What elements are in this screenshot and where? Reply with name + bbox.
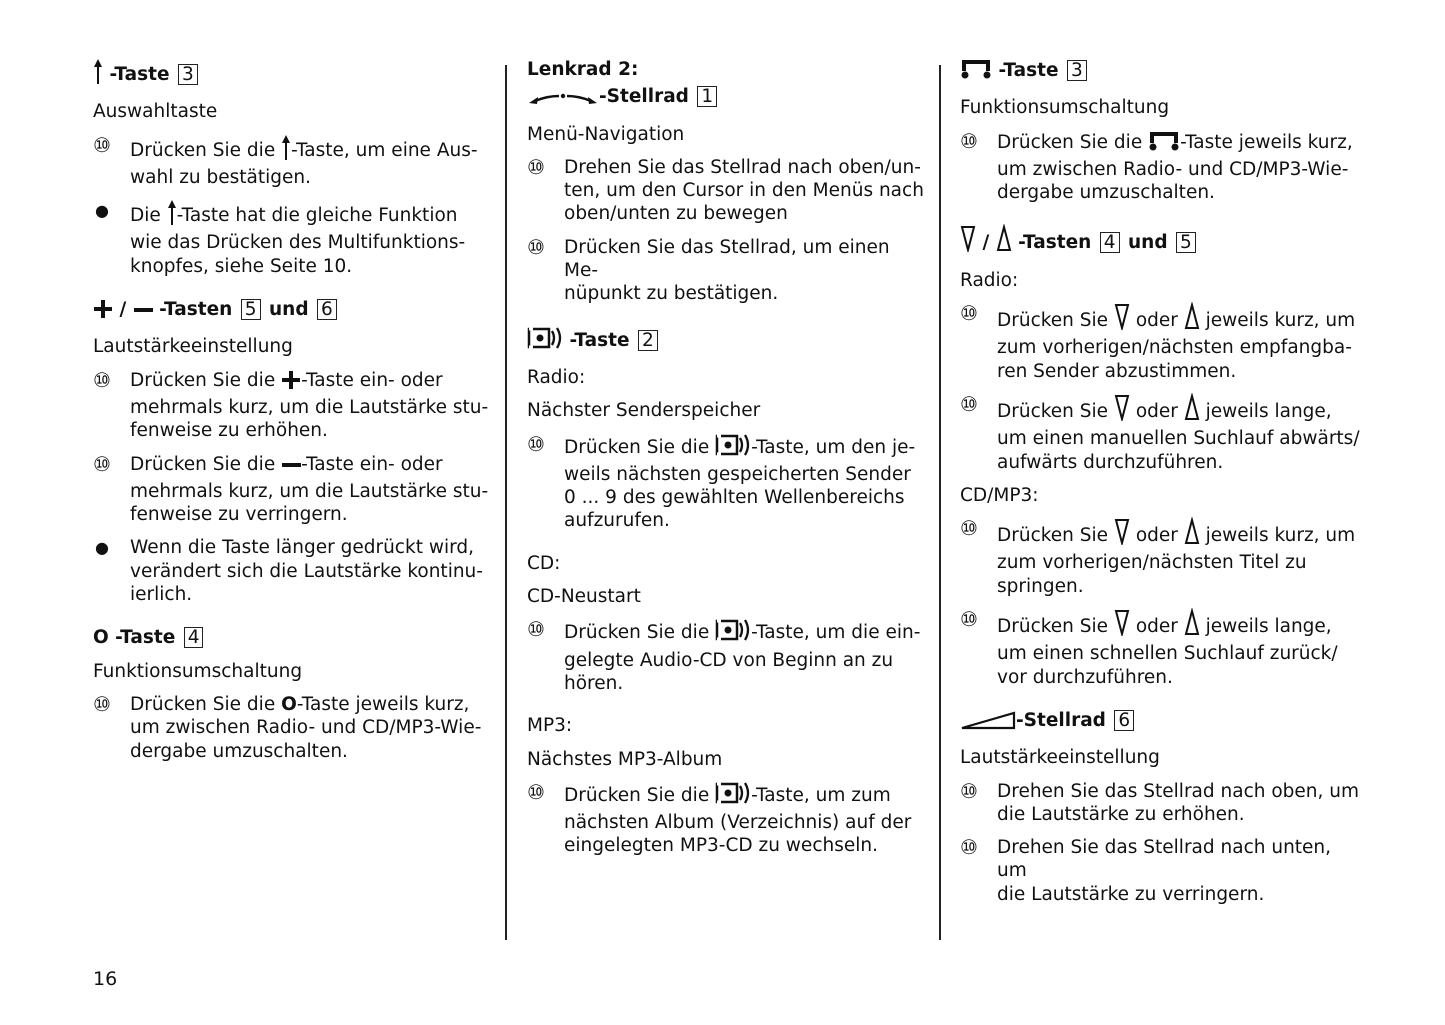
down-triangle-icon — [960, 224, 976, 258]
text: / — [976, 232, 996, 254]
key-number-box: 3 — [178, 64, 198, 85]
source-speaker-icon — [715, 433, 751, 463]
instruction-step — [527, 156, 927, 226]
text: oder — [1129, 616, 1184, 638]
thumbwheel-icon — [527, 89, 599, 112]
section-label — [93, 660, 493, 683]
step-marker-icon: ⑩ — [93, 691, 111, 716]
text: Menü-Navigation — [527, 123, 685, 145]
key-number-box: 4 — [184, 627, 204, 648]
text: jeweils lange, um einen manuellen Suchlauf abwärts/ aufwärts durchzuführen. — [997, 400, 1360, 473]
text: Drücken Sie — [997, 616, 1114, 638]
key-number-box: 6 — [317, 299, 337, 320]
text: CD/MP3: — [960, 484, 1039, 506]
text: Drücken Sie die — [564, 436, 716, 458]
section-label — [527, 366, 927, 389]
text: Lenkrad 2: — [527, 59, 639, 80]
step-marker-icon: ⑩ — [960, 516, 978, 541]
key-number-box: 4 — [1100, 232, 1120, 253]
step-marker-icon: ⑩ — [960, 778, 978, 803]
text: Drücken Sie die — [997, 131, 1149, 153]
source-speaker-icon — [527, 326, 563, 356]
text: Drücken Sie die — [130, 453, 282, 475]
text: -Taste, um eine Aus- wahl zu bestätigen. — [130, 139, 478, 188]
text: -Taste jeweils kurz, um zwischen Radio- und CD/MP3-Wie- dergabe umzuschalten. — [997, 131, 1353, 204]
source-speaker-icon — [715, 781, 751, 811]
column-left — [93, 58, 493, 763]
column-right — [960, 58, 1360, 906]
text: O -Taste — [93, 627, 182, 649]
note-bullet — [93, 536, 493, 606]
text: -Taste hat die gleiche Funktion wie das Drücken des Multifunktions- knopfes, siehe Seite 10. — [130, 205, 466, 277]
section-label — [527, 552, 927, 575]
section-heading — [527, 85, 927, 112]
text: Drehen Sie das Stellrad nach oben, um die Lautstärke zu erhöhen. — [997, 780, 1360, 825]
text: / — [113, 299, 133, 321]
minus-icon — [281, 457, 301, 480]
text: CD: — [527, 552, 561, 574]
instruction-step — [960, 130, 1360, 205]
text: jeweils kurz, um zum vorherigen/nächsten Titel zu springen. — [997, 525, 1356, 597]
section-heading — [960, 709, 1360, 736]
key-number-box: 2 — [638, 330, 658, 351]
minus-icon — [133, 302, 153, 325]
section-label — [527, 714, 927, 737]
instruction-step — [93, 453, 493, 527]
note-bullet — [93, 199, 493, 278]
text: Drehen Sie das Stellrad nach oben/un- ten, um den Cursor in den Menüs nach oben/unten zu bewegen — [564, 156, 924, 225]
key-number-box: 5 — [1176, 232, 1196, 253]
text: Die — [130, 205, 167, 227]
up-arrow-icon — [167, 199, 177, 231]
plus-icon — [281, 370, 301, 396]
text: -Taste, um den je- weils nächsten gespeicherten Sender 0 ... 9 des gewählten Wellenbereichs aufzurufen. — [564, 436, 916, 532]
step-marker-icon: ⑩ — [527, 154, 545, 179]
section-label — [960, 269, 1360, 292]
column-divider — [505, 65, 507, 940]
text: Drücken Sie die — [564, 622, 716, 644]
step-marker-icon: ⑩ — [960, 301, 978, 326]
up-triangle-icon — [1184, 393, 1200, 427]
text: Wenn die Taste länger gedrückt wird, verändert sich die Lautstärke kontinu- ierlich. — [130, 537, 483, 606]
text: Nächster Senderspeicher — [527, 400, 761, 422]
column-middle — [527, 58, 927, 858]
up-triangle-icon — [996, 224, 1012, 258]
text: Lautstärkeeinstellung — [960, 747, 1160, 769]
down-triangle-icon — [1114, 302, 1130, 336]
text: Drücken Sie das Stellrad, um einen Me- nüpunkt zu bestätigen. — [564, 236, 890, 305]
section-heading — [960, 224, 1360, 258]
text: -Stellrad — [1016, 709, 1113, 731]
text: jeweils kurz, um zum vorherigen/nächsten empfangba- ren Sender abzustimmen. — [997, 310, 1356, 382]
section-label — [527, 123, 927, 146]
key-number-box: 6 — [1114, 710, 1134, 731]
section-label — [93, 100, 493, 123]
text: -Tasten — [1011, 232, 1098, 254]
instruction-step — [93, 693, 493, 763]
step-marker-icon: ⑩ — [527, 779, 545, 804]
text: Drücken Sie die — [130, 693, 282, 715]
text: -Taste ein- oder mehrmals kurz, um die Lautstärke stu- fenweise zu verringern. — [130, 453, 489, 526]
key-number-box: 5 — [241, 299, 261, 320]
instruction-step — [93, 369, 493, 443]
key-number-box: 3 — [1067, 60, 1087, 81]
text: -Taste, um die ein- gelegte Audio-CD von Beginn an zu hören. — [564, 622, 921, 694]
text: CD-Neustart — [527, 586, 641, 608]
step-marker-icon: ⑩ — [527, 431, 545, 456]
text: oder — [1129, 525, 1184, 547]
instruction-step — [960, 302, 1360, 383]
text: MP3: — [527, 715, 573, 737]
section-label — [960, 484, 1360, 507]
section-heading — [527, 58, 927, 81]
section-label — [960, 96, 1360, 119]
text: Radio: — [960, 269, 1019, 291]
bullet-icon: ● — [95, 538, 109, 558]
step-marker-icon: ⑩ — [93, 367, 111, 392]
text: Drücken Sie — [997, 400, 1114, 422]
step-marker-icon: ⑩ — [527, 234, 545, 259]
text: Lautstärkeeinstellung — [93, 336, 293, 358]
text: -Taste jeweils kurz, um zwischen Radio- und CD/MP3-Wie- dergabe umzuschalten. — [130, 693, 482, 762]
section-heading — [527, 326, 927, 356]
text: -Taste, um zum nächsten Album (Verzeichnis) auf der eingelegten MP3-CD zu wechseln. — [564, 784, 912, 857]
section-heading — [93, 626, 493, 649]
step-marker-icon: ⑩ — [93, 451, 111, 476]
text: jeweils lange, um einen schnellen Suchlauf zurück/ vor durchzuführen. — [997, 616, 1338, 688]
up-triangle-icon — [1184, 302, 1200, 336]
text: oder — [1129, 310, 1184, 332]
section-label — [527, 399, 927, 422]
text: und — [1121, 232, 1175, 254]
text: -Taste — [563, 329, 636, 351]
text: -Taste ein- oder mehrmals kurz, um die Lautstärke stu- fenweise zu erhöhen. — [130, 369, 489, 442]
source-speaker-icon — [715, 618, 751, 648]
text: Drücken Sie die — [130, 139, 282, 161]
column-divider — [939, 65, 941, 940]
up-arrow-icon — [93, 58, 103, 90]
section-label — [93, 335, 493, 358]
plus-icon — [93, 299, 113, 325]
step-marker-icon: ⑩ — [960, 391, 978, 416]
text: Drücken Sie — [997, 525, 1114, 547]
text: O — [281, 693, 297, 715]
step-marker-icon: ⑩ — [960, 835, 978, 860]
instruction-step — [527, 433, 927, 533]
section-label — [527, 585, 927, 608]
up-arrow-icon — [281, 134, 291, 166]
text: Nächstes MP3-Album — [527, 748, 723, 770]
text: -Taste — [992, 60, 1065, 81]
instruction-step — [527, 236, 927, 306]
text: -Tasten — [152, 299, 239, 321]
instruction-step — [527, 618, 927, 695]
instruction-step — [93, 134, 493, 190]
instruction-step — [960, 393, 1360, 474]
section-label — [527, 748, 927, 771]
step-marker-icon: ⑩ — [93, 132, 111, 157]
text: und — [262, 299, 316, 321]
text: Funktionsumschaltung — [960, 97, 1170, 119]
section-heading — [93, 298, 493, 325]
up-triangle-icon — [1184, 608, 1200, 642]
text: Drücken Sie die — [564, 784, 716, 806]
page-number: 16 — [93, 968, 118, 990]
instruction-step — [527, 781, 927, 858]
text: oder — [1129, 400, 1184, 422]
step-marker-icon: ⑩ — [960, 128, 978, 153]
volume-wedge-icon — [960, 710, 1016, 736]
down-triangle-icon — [1114, 517, 1130, 551]
text: Radio: — [527, 366, 586, 388]
text: Auswahltaste — [93, 101, 218, 123]
key-number-box: 1 — [697, 86, 717, 107]
section-heading — [960, 58, 1360, 86]
text: Drehen Sie das Stellrad nach unten, um die Lautstärke zu verringern. — [997, 837, 1332, 905]
section-label — [960, 746, 1360, 769]
text: Drücken Sie — [997, 310, 1114, 332]
mode-icon — [960, 58, 992, 86]
step-marker-icon: ⑩ — [527, 617, 545, 642]
step-marker-icon: ⑩ — [960, 607, 978, 632]
instruction-step — [960, 780, 1360, 827]
down-triangle-icon — [1114, 393, 1130, 427]
bullet-icon: ● — [95, 201, 109, 221]
instruction-step — [960, 836, 1360, 906]
mode-icon — [1148, 130, 1180, 158]
instruction-step — [960, 608, 1360, 689]
text: -Stellrad — [599, 86, 696, 108]
text: Drücken Sie die — [130, 369, 282, 391]
text: -Taste — [103, 64, 176, 85]
up-triangle-icon — [1184, 517, 1200, 551]
section-heading — [93, 58, 493, 90]
instruction-step — [960, 517, 1360, 598]
down-triangle-icon — [1114, 608, 1130, 642]
text: Funktionsumschaltung — [93, 660, 303, 682]
